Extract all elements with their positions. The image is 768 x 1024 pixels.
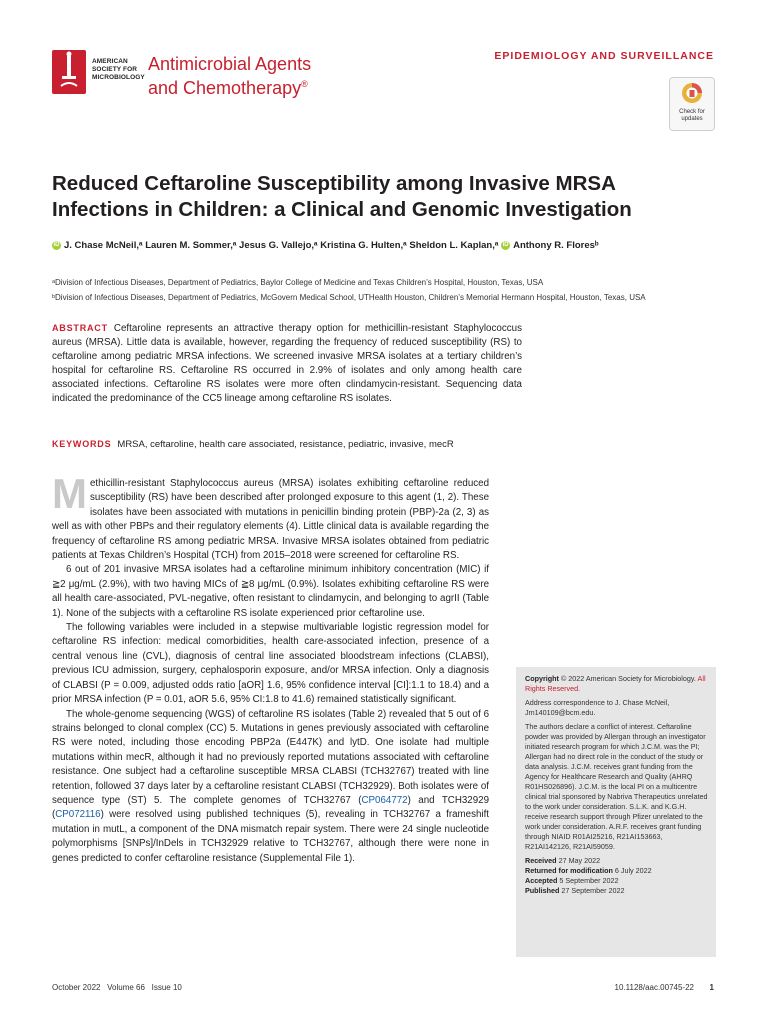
registered-mark: ® [301,79,308,89]
paragraph-1-text: ethicillin-resistant Staphylococcus aureus (MRSA) isolates exhibiting ceftaroline reduced susceptibility (RS) have been described after prolonged exposure to this agent (1, 2). These isolates have been associated with mutations in penicillin binding protein (PBP)-2a (2, 3) as well as with other PBPs and their regulatory elements (4). Little clinical data is available regarding the frequency of ceftaroline RS among pediatric MRSA. Invasive MRSA isolates obtained from pediatric patients at Texas Children’s Hospital (TCH) from 2015–2018 were screened for ceftaroline RS. [52,478,489,562]
accepted-value: 5 September 2022 [559,876,619,885]
check-updates-line-2: updates [681,116,703,122]
received-value: 27 May 2022 [558,856,601,865]
genbank-link-1[interactable]: CP064772 [361,794,408,806]
published-date [525,886,710,896]
abstract-text: Ceftaroline represents an attractive therapy option for methicillin-resistant Staphylococcus aureus (MRSA). Little data is available, however, regarding the frequency of reduced susceptibility (RS) to ceftaroline among pediatric MRSA infections. We screened invasive MRSA isolates at a tertiary children’s hospital for ceftaroline RS. Ceftaroline RS occurred in 2.9% of isolates and only among health care associated infections. Ceftaroline RS isolates were more often clindamycin-resistant. Sequencing data indicated the predominance of the CC5 lineage among ceftaroline RS isolates. [52,323,522,405]
affiliation-a: ᵃDivision of Infectious Diseases, Department of Pediatrics, Baylor College of Medicine and Texas Children’s Hospital, Houston, Texas, USA [52,278,544,287]
check-for-updates-button[interactable] [669,77,715,131]
author-last: Anthony R. Floresᵇ [513,240,599,251]
page-number: 1 [709,983,714,992]
published-value: 27 September 2022 [561,886,625,895]
section-label: EPIDEMIOLOGY AND SURVEILLANCE [494,50,714,62]
keywords [52,439,532,450]
title-line-1: Reduced Ceftaroline Susceptibility among Invasive MRSA [52,172,616,195]
accepted-label: Accepted [525,876,558,885]
orcid-icon[interactable]: iD [53,241,60,248]
paragraph-4-text-c: ) were resolved using published techniques (5), revealing in TCH32767 a frameshift mutation in mutL, a component of the DNA mismatch repair system. There were 24 single nucleotide polymorphisms [SNPs]/InDels in TCH32929 relative to TCH32767, although there were none in genes predicted to confer ceftaroline resistance (Supplemental File 1). [52,809,489,864]
returned-date [525,866,710,876]
society-line-1: AMERICAN [92,58,128,65]
society-line-2: SOCIETY FOR [92,66,138,73]
journal-line-2: and Chemotherapy [148,78,302,98]
title-line-2: Infections in Children: a Clinical and Genomic Investigation [52,198,632,221]
body-text [52,470,490,866]
paragraph-3: The following variables were included in a stepwise multivariable logistic regression model for ceftaroline RS infection: medical comorbidities, health care-associated infection, presence of a central venous line (CVL), diagnosis of central line associated bloodstream infections (CLABSI), previous ICU admission, surgery, cephalosporin exposure, and/or MRSA infection. Only a diagnosis of CLABSI (P = 0.009, adjusted odds ratio [aOR] 1.6, 95% confidence interval [CI]:1.1 to 18.4) and a prior MRSA infection (P = 0.01, aOR 5.6, 95% CI:1.8 to 41.6) remained statistically significant. [52,622,489,706]
accepted-date [525,876,710,886]
check-updates-line-1: Check for [679,109,705,115]
abstract-label: ABSTRACT [52,323,108,333]
society-line-3: MICROBIOLOGY [92,74,145,81]
copyright-label: Copyright [525,674,559,683]
article-title [52,171,712,223]
doi[interactable]: 10.1128/aac.00745-22 [614,983,694,992]
journal-name [148,54,311,98]
society-name [92,58,145,82]
issue-info: October 2022 Volume 66 Issue 10 [52,983,182,992]
abstract [52,321,522,407]
asm-logo [52,50,86,94]
copyright-text: © 2022 American Society for Microbiology. [560,674,696,683]
author-list [52,240,722,251]
returned-label: Returned for modification [525,866,613,875]
returned-value: 6 July 2022 [614,866,652,875]
paragraph-4-text-a: The whole-genome sequencing (WGS) of ceftaroline RS isolates (Table 2) revealed that 5 out of 6 strains belonged to clonal complex (CC) 5. Mutations in genes previously associated with ceftaroline RS were noted, including those encoding PBP2a (E447K) and lytD. One isolate had multiple mutations within mecR, although it had no previously reported mutations associated with ceftaroline resistance. One subject had a ceftaroline susceptible MRSA CLABSI (TCH32767) treated with line retention, followed 37 days later by a ceftaroline resistant CLABSI (TCH32929). Both isolates were of sequence type (ST) 5. The complete genomes of TCH32767 ( [52,708,489,806]
published-label: Published [525,886,560,895]
copyright [525,674,710,694]
received-label: Received [525,856,557,865]
drop-cap: M [52,470,87,517]
paragraph-4 [52,708,489,866]
article-info-sidebar [516,667,716,957]
check-updates-icon [681,82,703,104]
keywords-label: KEYWORDS [52,439,112,449]
paragraph-2: 6 out of 201 invasive MRSA isolates had a ceftaroline minimum inhibitory concentration (MIC) if ≧2 μg/mL (2.9%), with two having MICs of ≧8 μg/mL (0.9%). Isolates exhibiting ceftaroline RS were all health care-associated, PVL-negative, often resistant to clindamycin, and belonging to agrII (Table 1). None of the subjects with a ceftaroline RS isolate experienced prior ceftaroline use. [52,564,489,619]
keywords-text: MRSA, ceftaroline, health care associated, resistance, pediatric, invasive, mecR [117,439,454,450]
rights-link[interactable]: All Rights Reserved. [525,674,706,693]
authors-text: J. Chase McNeil,ᵃ Lauren M. Sommer,ᵃ Jesus G. Vallejo,ᵃ Kristina G. Hulten,ᵃ Sheldon L. Kaplan,ᵃ [64,240,499,251]
orcid-icon[interactable]: iD [502,241,509,248]
affiliation-b: ᵇDivision of Infectious Diseases, Department of Pediatrics, McGovern Medical School, UTHealth Houston, Children’s Memorial Hermann Hospital, Houston, Texas, USA [52,293,646,302]
received-date [525,856,710,866]
conflict-statement: The authors declare a conflict of interest. Ceftaroline powder was provided by Allergan through an investigator initiated research program for which J.C.M. was the PI; Allergan had no direct role in the conduct of the study or data analysis. J.C.M. receives grant funding from the Agency for Healthcare Research and Quality (AHRQ R01HS026896). J.C.M. is the local PI on a multicentre clinical trial sponsored by Nabriva Therapeutics unrelated to the work under consideration. S.L.K. and K.G.H. receive research support through Pfizer unrelated to the work under consideration. A.R.F. receives grant funding through NIAID R01AI25216, R21AI153663, R21AI142126, R21AI59059. [525,722,708,851]
paragraph-1 [52,470,489,563]
paragraph-4-text-b: ) and TCH32929 ( [52,794,490,821]
journal-line-1: Antimicrobial Agents [148,54,312,74]
genbank-link-2[interactable]: CP072116 [55,809,101,821]
correspondence: Address correspondence to J. Chase McNeil, Jm140109@bcm.edu. [525,698,670,717]
